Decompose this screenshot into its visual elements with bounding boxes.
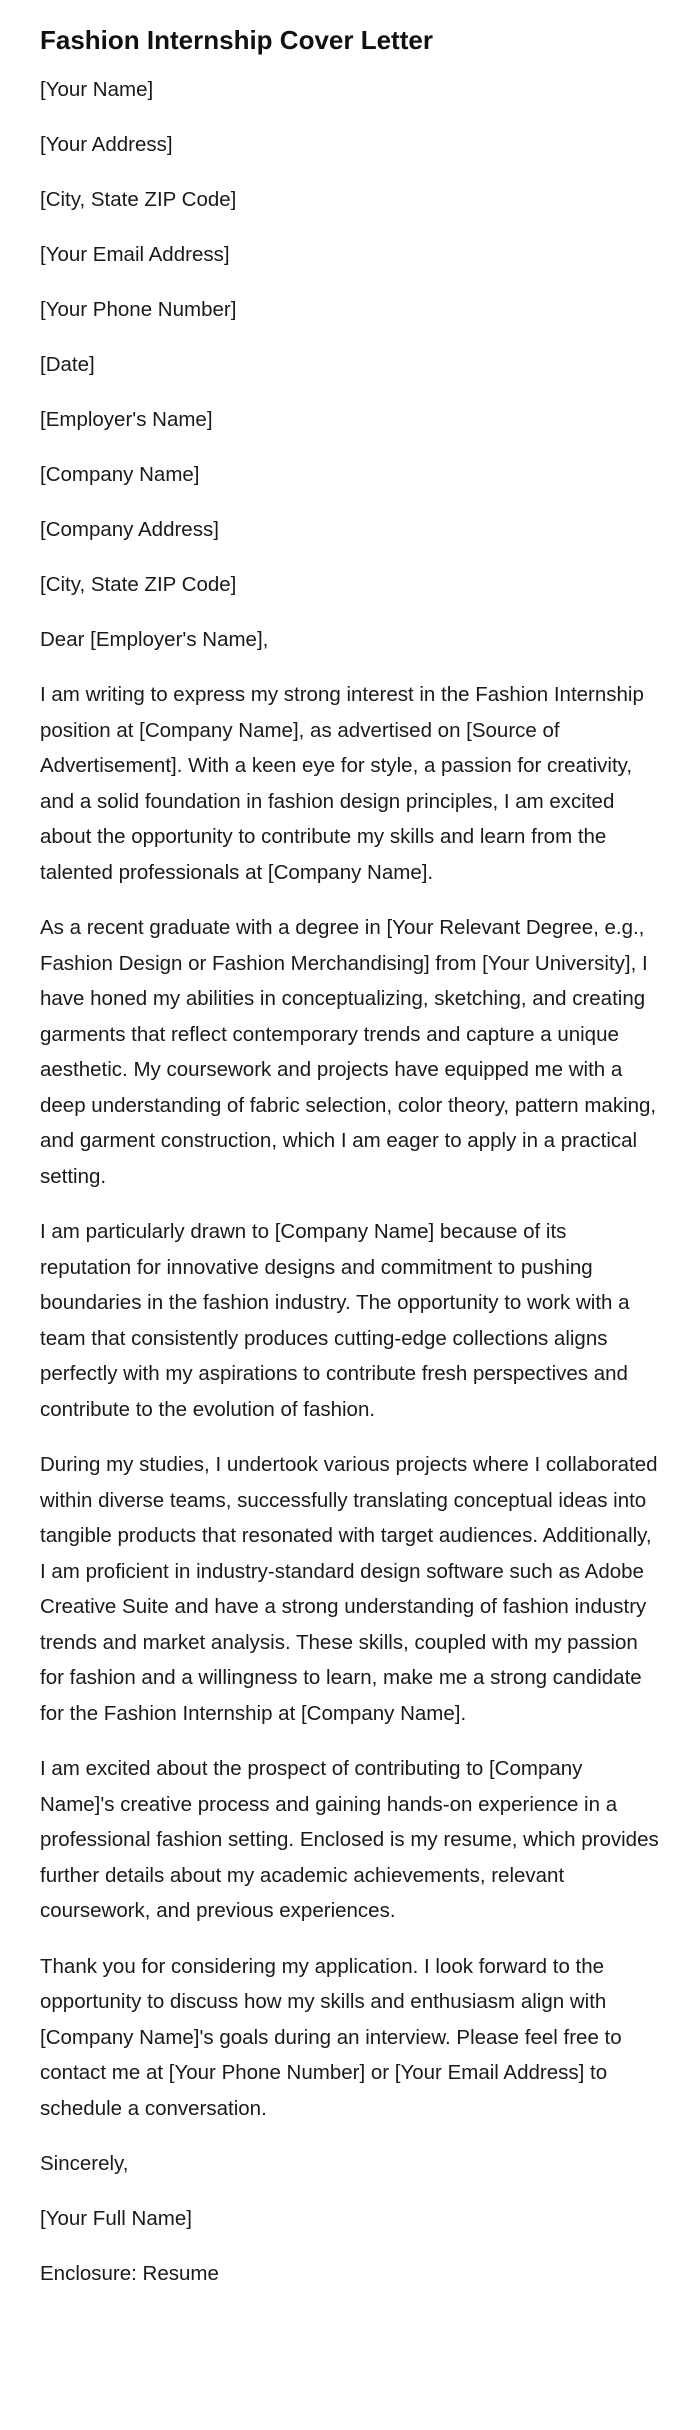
body-paragraph: Thank you for considering my application. I look forward to the opportunity to discuss how my skills and enthusiasm align with [Company Name]'s goals during an interview. Please feel free to contact me at [Your Phone Number] or [Your Email Address] to schedule a conversation.: [40, 1954, 622, 2120]
recipient-block: [40, 402, 660, 602]
recipient-city-state-zip: [City, State ZIP Code]: [40, 573, 237, 596]
enclosure-note: Enclosure: Resume: [40, 2262, 219, 2285]
sender-address: [Your Address]: [40, 133, 173, 156]
body-paragraph: I am particularly drawn to [Company Name] because of its reputation for innovative designs and commitment to pushing boundaries in the fashion industry. The opportunity to work with a team that consistently produces cutting-edge collections aligns perfectly with my aspirations to contribute fresh perspectives and contribute to the evolution of fashion.: [40, 1220, 630, 1421]
closing: Sincerely,: [40, 2152, 129, 2175]
letter-date: [Date]: [40, 353, 95, 376]
body-paragraph: I am writing to express my strong interest in the Fashion Internship position at [Company Name], as advertised on [Source of Advertisement]. With a keen eye for style, a passion for creativity, and a solid foundation in fashion design principles, I am excited about the opportunity to contribute my skills and learn from the talented professionals at [Company Name].: [40, 683, 644, 884]
sender-phone: [Your Phone Number]: [40, 298, 237, 321]
body-paragraph: During my studies, I undertook various projects where I collaborated within diverse teams, successfully translating conceptual ideas into tangible products that resonated with target audiences. Additionally, I am proficient in industry-standard design software such as Adobe Creative Suite and have a strong understanding of fashion industry trends and market analysis. These skills, coupled with my passion for fashion and a willingness to learn, make me a strong candidate for the Fashion Internship at [Company Name].: [40, 1453, 658, 1725]
signature-name: [Your Full Name]: [40, 2207, 192, 2230]
salutation: Dear [Employer's Name],: [40, 628, 269, 651]
sender-email: [Your Email Address]: [40, 243, 230, 266]
body-paragraph: As a recent graduate with a degree in [Your Relevant Degree, e.g., Fashion Design or Fashion Merchandising] from [Your University], I have honed my abilities in conceptualizing, sketching, and creating garments that reflect contemporary trends and capture a unique aesthetic. My coursework and projects have equipped me with a deep understanding of fabric selection, color theory, pattern making, and garment construction, which I am eager to apply in a practical setting.: [40, 916, 657, 1188]
body-paragraph: I am excited about the prospect of contributing to [Company Name]'s creative process and gaining hands-on experience in a professional fashion setting. Enclosed is my resume, which provides further details about my academic achievements, relevant coursework, and previous experiences.: [40, 1757, 659, 1922]
recipient-address: [Company Address]: [40, 518, 219, 541]
recipient-name: [Employer's Name]: [40, 408, 213, 431]
letter-body: [40, 677, 660, 2126]
recipient-company: [Company Name]: [40, 463, 200, 486]
sender-name: [Your Name]: [40, 78, 154, 101]
page-title: Fashion Internship Cover Letter: [40, 25, 433, 55]
sender-block: [40, 72, 660, 327]
sender-city-state-zip: [City, State ZIP Code]: [40, 188, 237, 211]
cover-letter-document: [40, 22, 660, 2311]
